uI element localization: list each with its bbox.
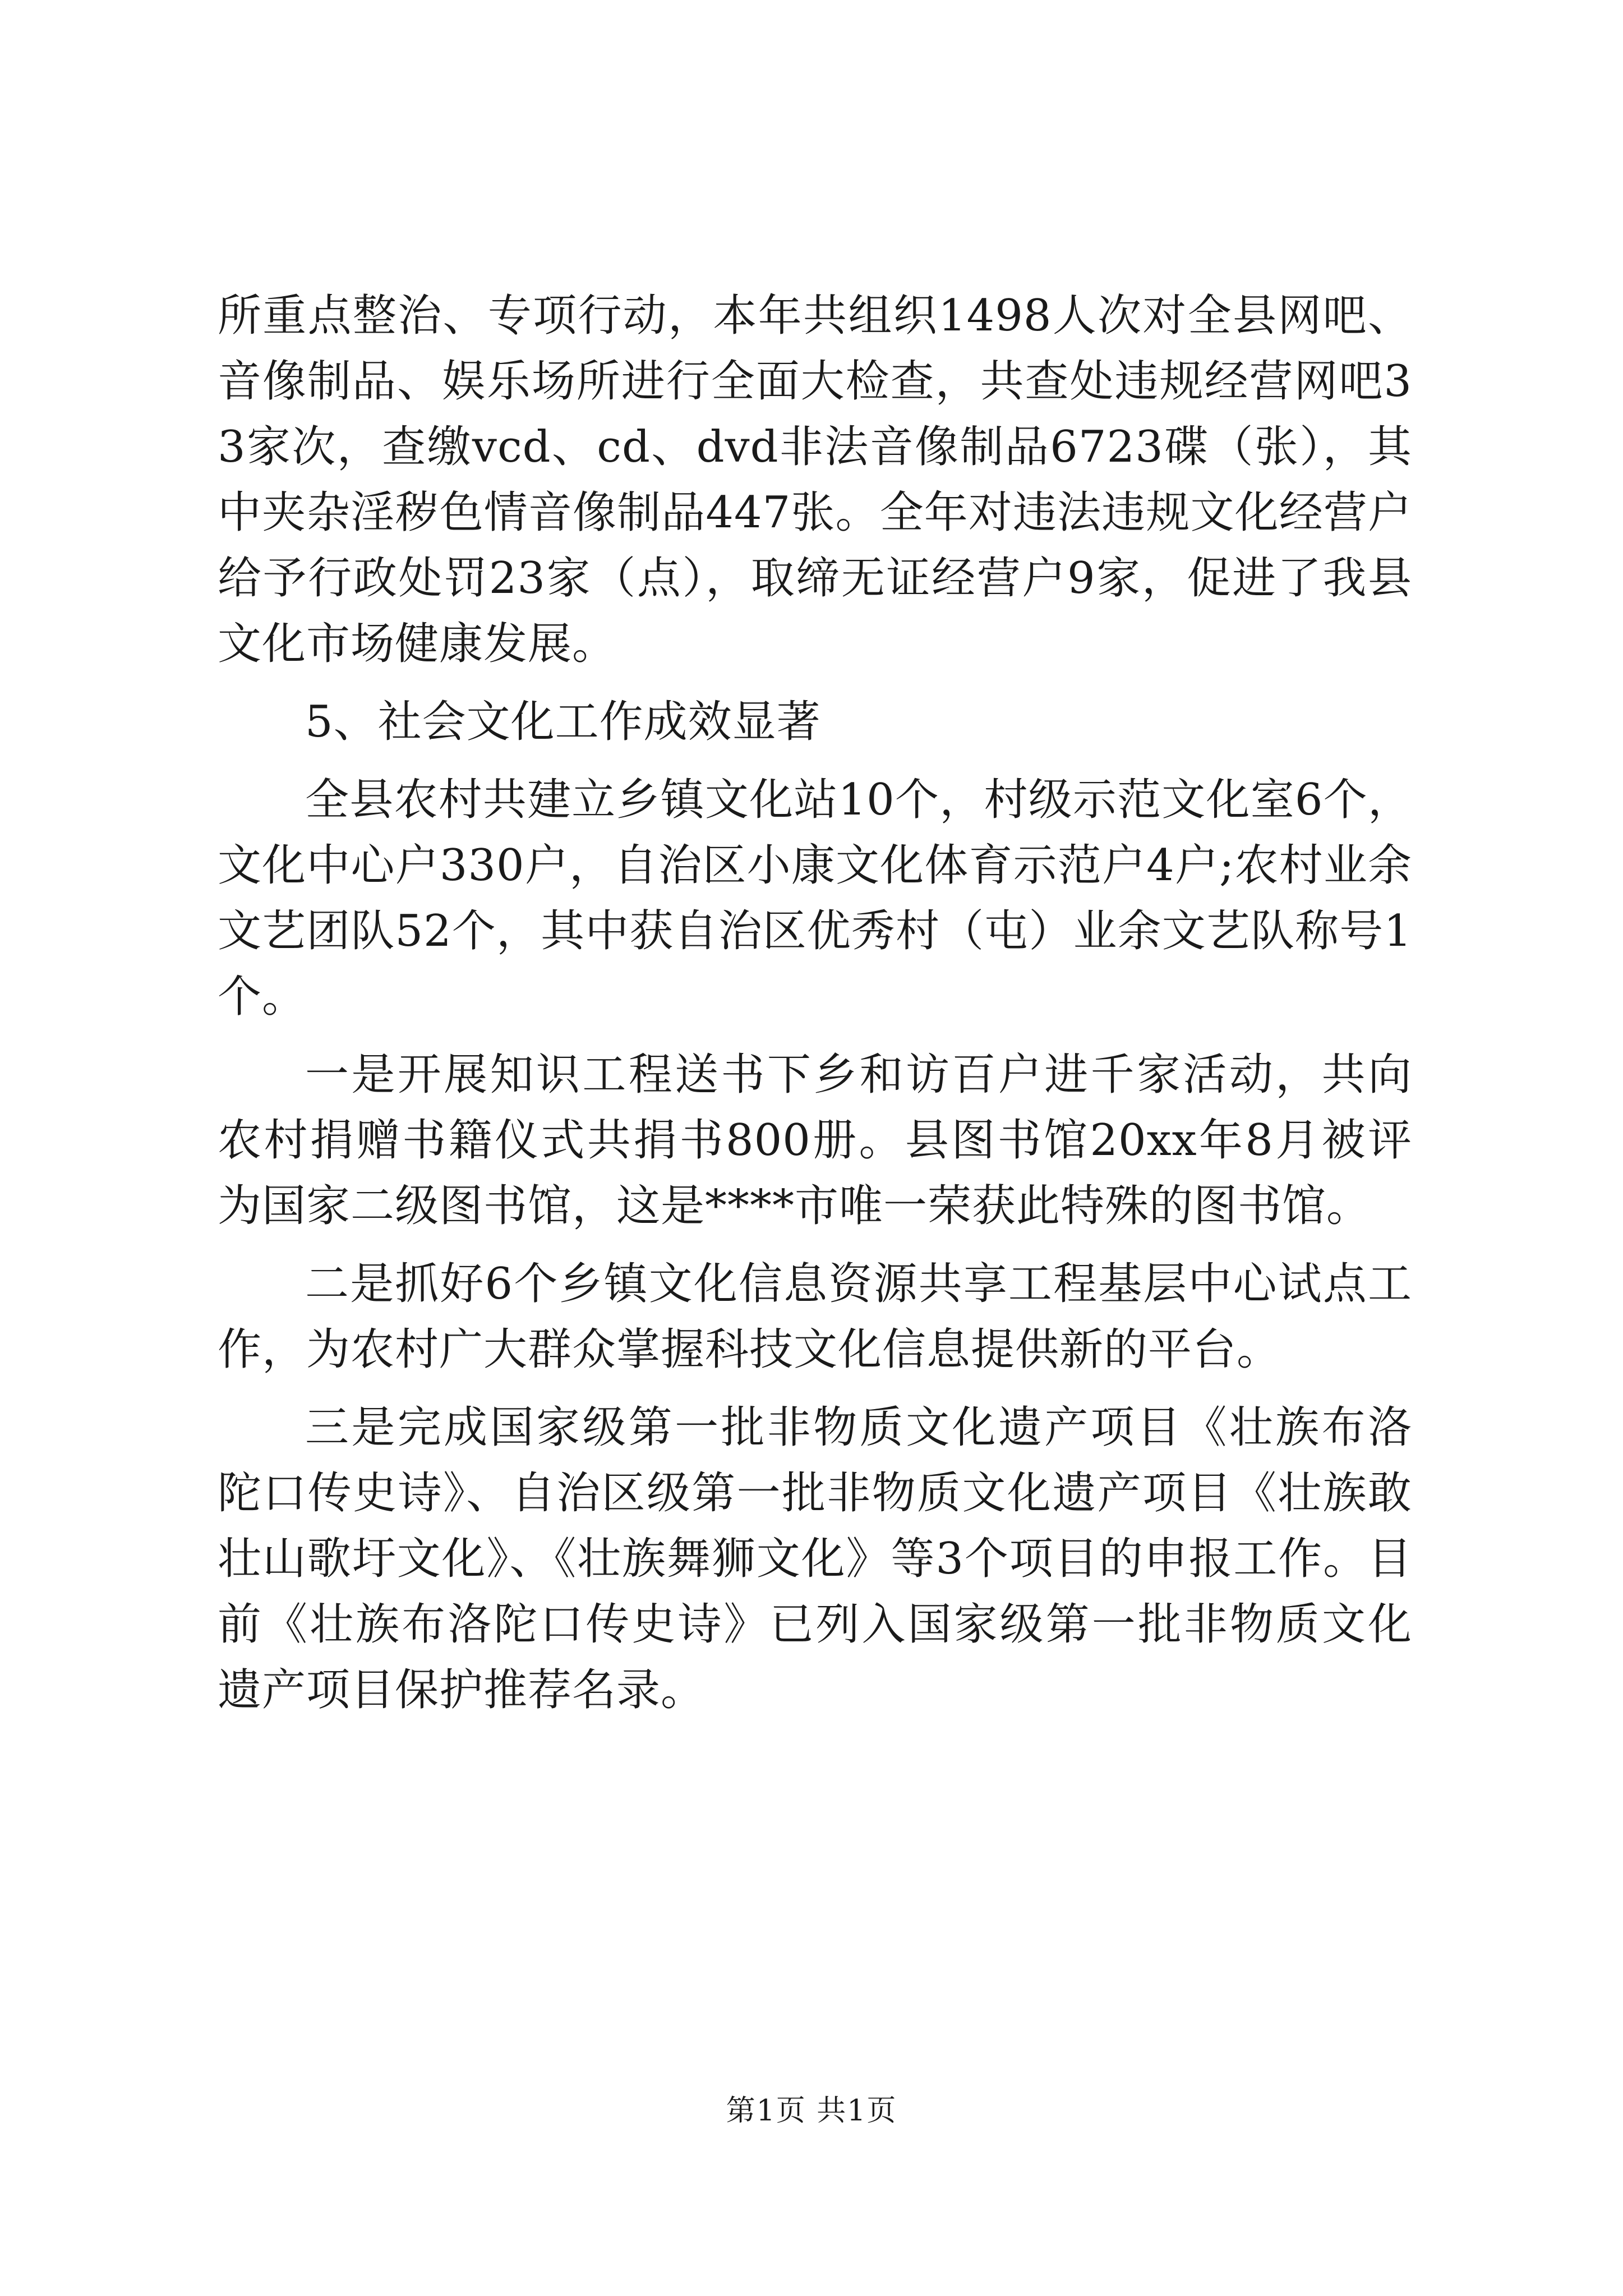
paragraph-point-one: 一是开展知识工程送书下乡和访百户进千家活动，共向农村捐赠书籍仪式共捐书800册。县图书馆20xx年8月被评为国家二级图书馆，这是****市唯一荣获此特殊的图书馆。 bbox=[218, 1050, 1412, 1231]
paragraph-point-three: 三是完成国家级第一批非物质文化遗产项目《壮族布洛陀口传史诗》、自治区级第一批非物质文化遗产项目《壮族敢壮山歌圩文化》、《壮族舞狮文化》等3个项目的申报工作。目前《壮族布洛陀口传史诗》已列入国家级第一批非物质文化遗产项目保护推荐名录。 bbox=[218, 1402, 1412, 1715]
paragraph-rural-culture: 全县农村共建立乡镇文化站10个，村级示范文化室6个，文化中心户330户，自治区小康文化体育示范户4户;农村业余文艺团队52个，其中获自治区优秀村（屯）业余文艺队称号1个。 bbox=[218, 775, 1412, 1022]
document-body bbox=[218, 283, 1412, 1723]
section-heading: 5、社会文化工作成效显著 bbox=[305, 697, 821, 747]
paragraph-continuation: 所重点整治、专项行动，本年共组织1498人次对全县网吧、音像制品、娱乐场所进行全面大检查，共查处违规经营网吧33家次，查缴vcd、cd、dvd非法音像制品6723碟（张），其中夹杂淫秽色情音像制品447张。全年对违法违规文化经营户给予行政处罚23家（点），取缔无证经营户9家，促进了我县文化市场健康发展。 bbox=[218, 291, 1412, 669]
paragraph-point-two: 二是抓好6个乡镇文化信息资源共享工程基层中心试点工作，为农村广大群众掌握科技文化信息提供新的平台。 bbox=[218, 1259, 1412, 1375]
page-number-footer: 第1页 共1页 bbox=[726, 2094, 897, 2128]
